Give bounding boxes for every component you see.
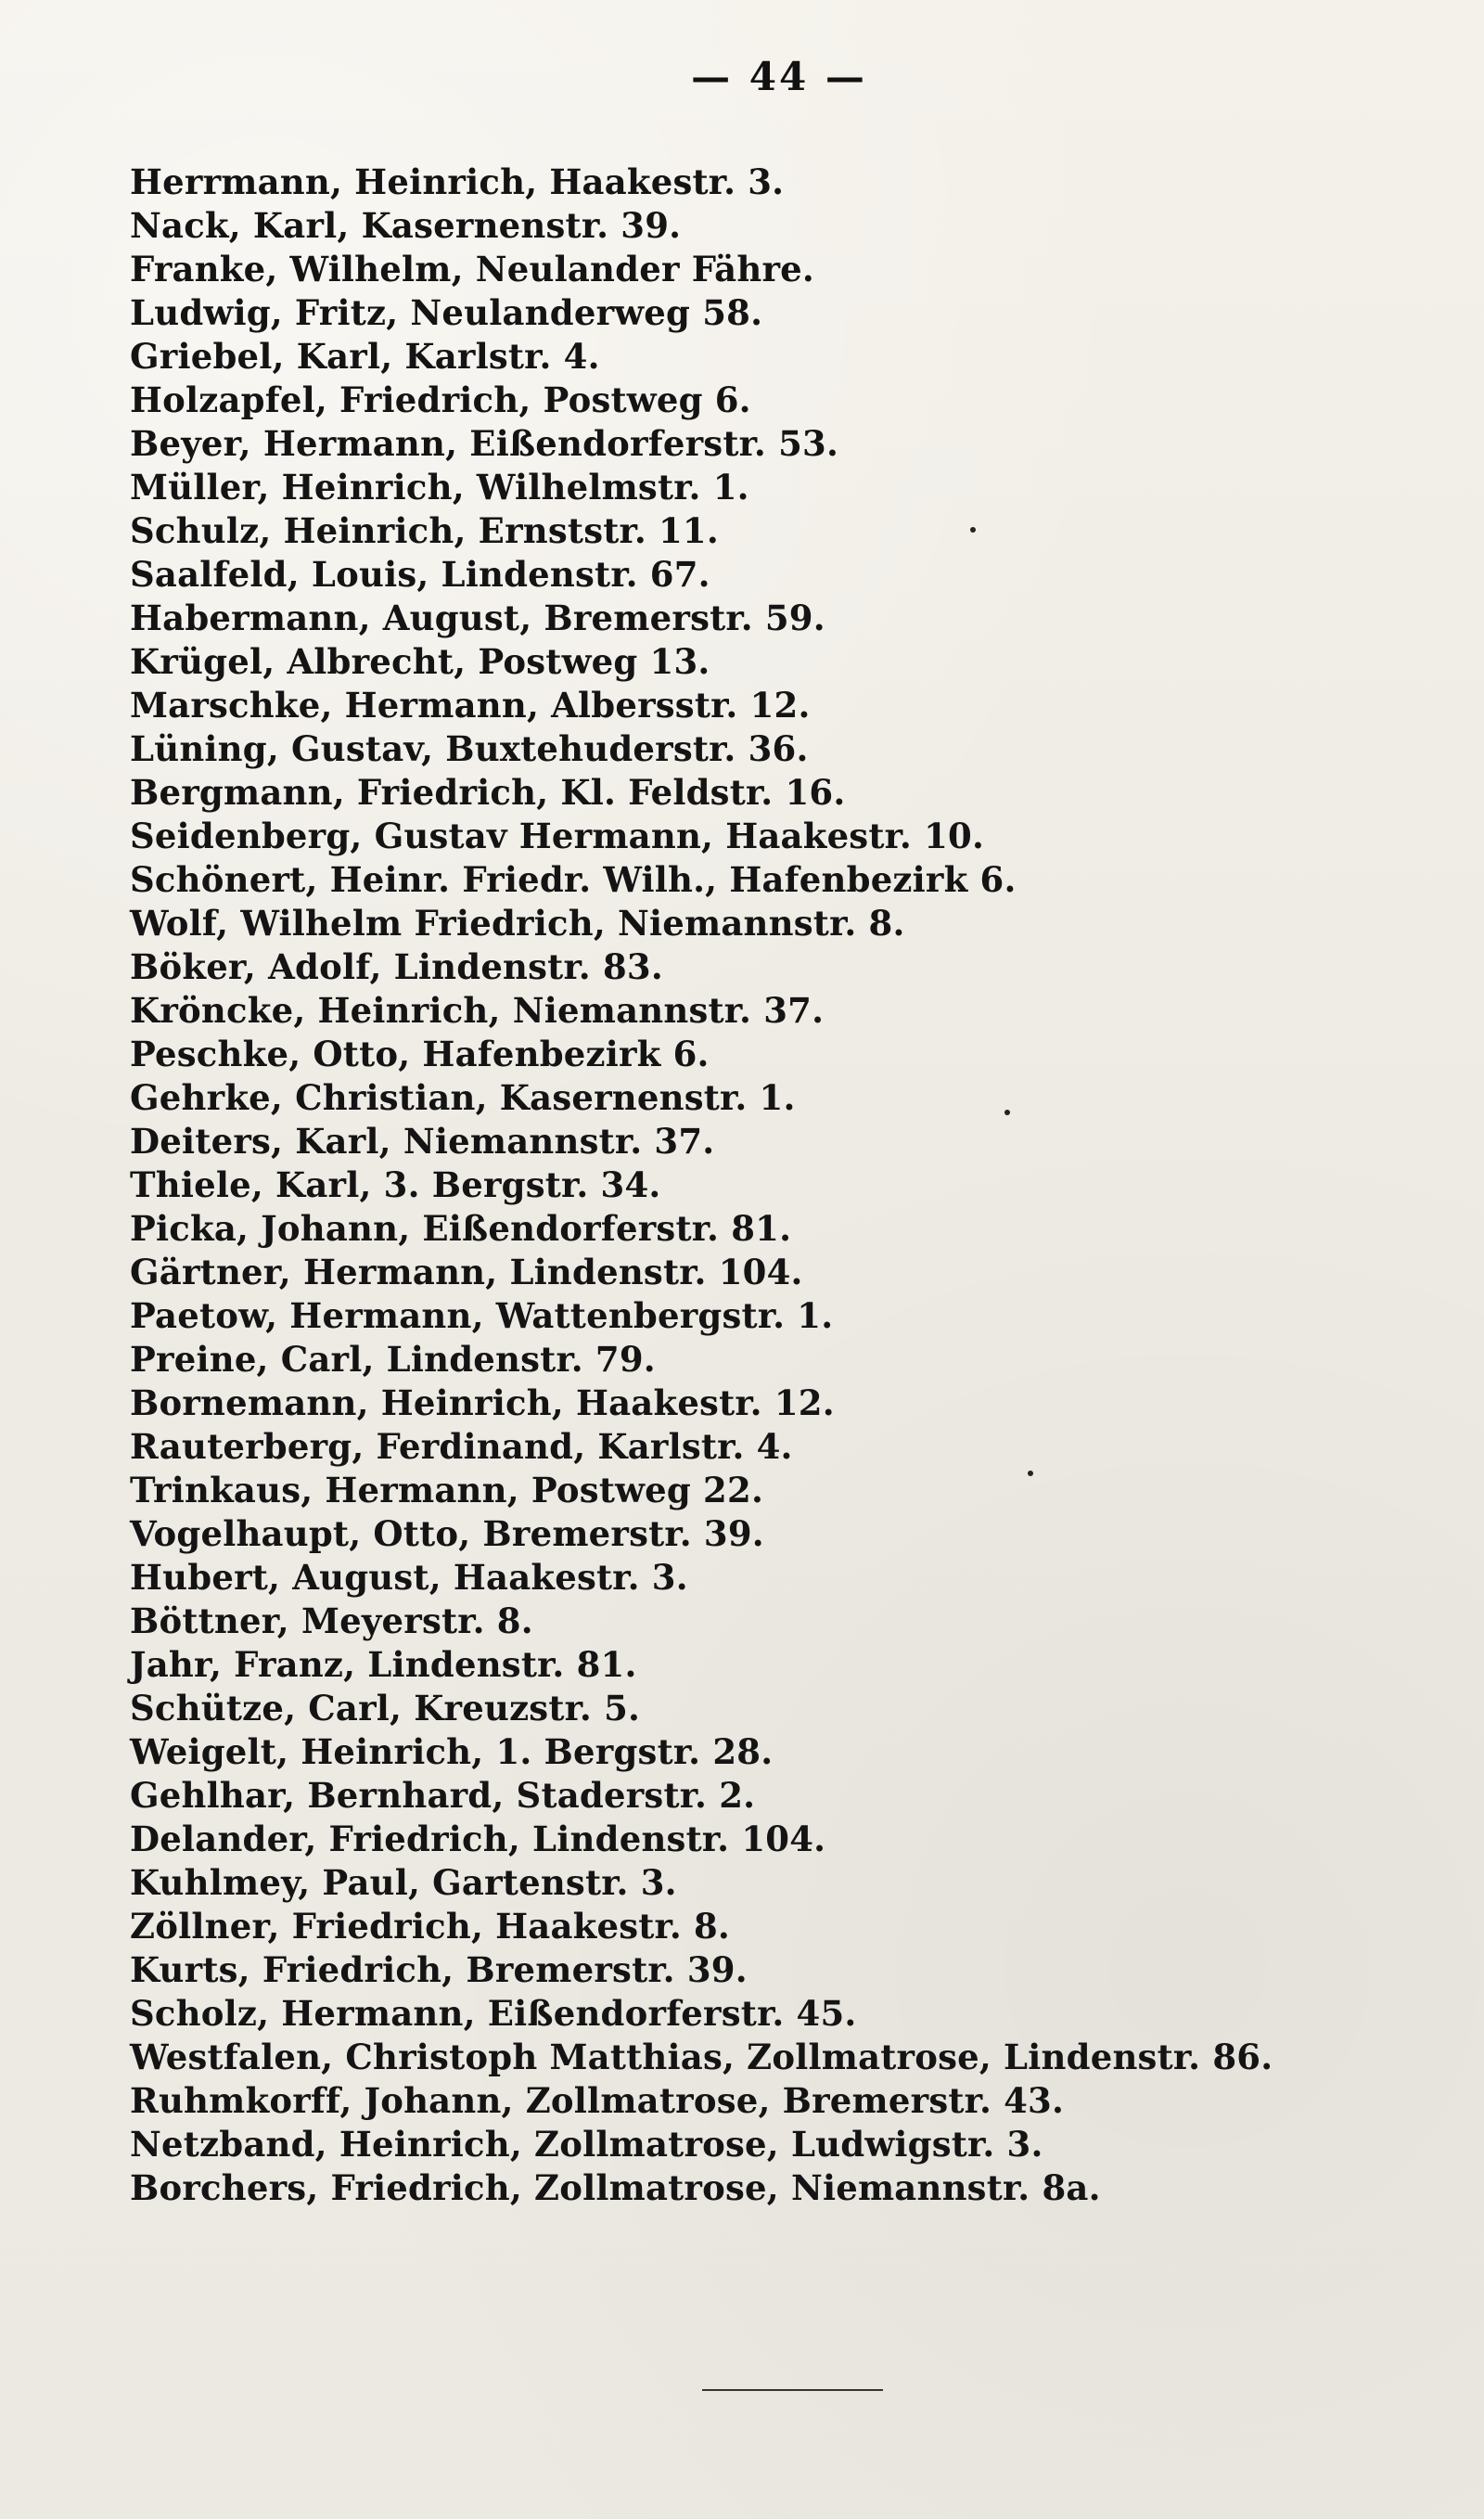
list-item: Griebel, Karl, Karlstr. 4. [130, 336, 600, 377]
list-item: Scholz, Hermann, Eißendorferstr. 45. [130, 1993, 857, 2034]
list-item: Thiele, Karl, 3. Bergstr. 34. [130, 1164, 661, 1205]
list-item: Rauterberg, Ferdinand, Karlstr. 4. [130, 1426, 793, 1467]
list-item: Schönert, Heinr. Friedr. Wilh., Hafenbezirk 6. [130, 859, 1017, 900]
list-item: Bergmann, Friedrich, Kl. Feldstr. 16. [130, 772, 846, 813]
list-item: Franke, Wilhelm, Neulander Fähre. [130, 249, 814, 289]
list-item: Herrmann, Heinrich, Haakestr. 3. [130, 161, 785, 202]
ink-speck [1004, 1110, 1010, 1115]
list-item: Ludwig, Fritz, Neulanderweg 58. [130, 292, 763, 333]
list-item: Kröncke, Heinrich, Niemannstr. 37. [130, 990, 825, 1031]
list-item: Wolf, Wilhelm Friedrich, Niemannstr. 8. [130, 903, 905, 944]
list-item: Saalfeld, Louis, Lindenstr. 67. [130, 554, 710, 595]
ink-speck [1028, 1471, 1033, 1476]
list-item: Vogelhaupt, Otto, Bremerstr. 39. [130, 1513, 764, 1554]
list-item: Schütze, Carl, Kreuzstr. 5. [130, 1688, 641, 1729]
list-item: Deiters, Karl, Niemannstr. 37. [130, 1121, 715, 1162]
list-item: Lüning, Gustav, Buxtehuderstr. 36. [130, 728, 809, 769]
list-item: Delander, Friedrich, Lindenstr. 104. [130, 1819, 826, 1859]
list-item: Habermann, August, Bremerstr. 59. [130, 598, 825, 638]
list-item: Netzband, Heinrich, Zollmatrose, Ludwigstr. 3. [130, 2124, 1043, 2165]
list-item: Nack, Karl, Kasernenstr. 39. [130, 205, 682, 246]
list-item: Paetow, Hermann, Wattenbergstr. 1. [130, 1295, 834, 1336]
list-item: Kuhlmey, Paul, Gartenstr. 3. [130, 1862, 677, 1903]
list-item: Kurts, Friedrich, Bremerstr. 39. [130, 1949, 748, 1990]
list-item: Gehrke, Christian, Kasernenstr. 1. [130, 1077, 796, 1118]
list-item: Müller, Heinrich, Wilhelmstr. 1. [130, 467, 749, 508]
list-item: Gehlhar, Bernhard, Staderstr. 2. [130, 1775, 756, 1816]
list-item: Böker, Adolf, Lindenstr. 83. [130, 946, 663, 987]
list-item: Marschke, Hermann, Albersstr. 12. [130, 685, 811, 726]
list-item: Weigelt, Heinrich, 1. Bergstr. 28. [130, 1731, 774, 1772]
list-item: Hubert, August, Haakestr. 3. [130, 1557, 688, 1598]
list-item: Preine, Carl, Lindenstr. 79. [130, 1339, 656, 1380]
list-item: Bornemann, Heinrich, Haakestr. 12. [130, 1382, 835, 1423]
footer-rule [702, 2389, 883, 2391]
list-item: Borchers, Friedrich, Zollmatrose, Niemannstr. 8a. [130, 2167, 1101, 2208]
list-item: Peschke, Otto, Hafenbezirk 6. [130, 1034, 710, 1074]
list-item: Trinkaus, Hermann, Postweg 22. [130, 1470, 764, 1510]
list-item: Jahr, Franz, Lindenstr. 81. [130, 1644, 637, 1685]
list-item: Holzapfel, Friedrich, Postweg 6. [130, 379, 751, 420]
list-item: Seidenberg, Gustav Hermann, Haakestr. 10. [130, 816, 985, 856]
ink-speck [970, 527, 976, 533]
list-item: Gärtner, Hermann, Lindenstr. 104. [130, 1252, 803, 1292]
list-item: Picka, Johann, Eißendorferstr. 81. [130, 1208, 792, 1249]
list-item: Zöllner, Friedrich, Haakestr. 8. [130, 1906, 731, 1947]
list-item: Beyer, Hermann, Eißendorferstr. 53. [130, 423, 839, 464]
list-item: Ruhmkorff, Johann, Zollmatrose, Bremerstr. 43. [130, 2080, 1065, 2121]
list-item: Schulz, Heinrich, Ernststr. 11. [130, 510, 719, 551]
list-item: Böttner, Meyerstr. 8. [130, 1600, 533, 1641]
list-item: Westfalen, Christoph Matthias, Zollmatrose, Lindenstr. 86. [130, 2037, 1273, 2077]
page-number: — 44 — [691, 54, 867, 99]
list-item: Krügel, Albrecht, Postweg 13. [130, 641, 710, 682]
